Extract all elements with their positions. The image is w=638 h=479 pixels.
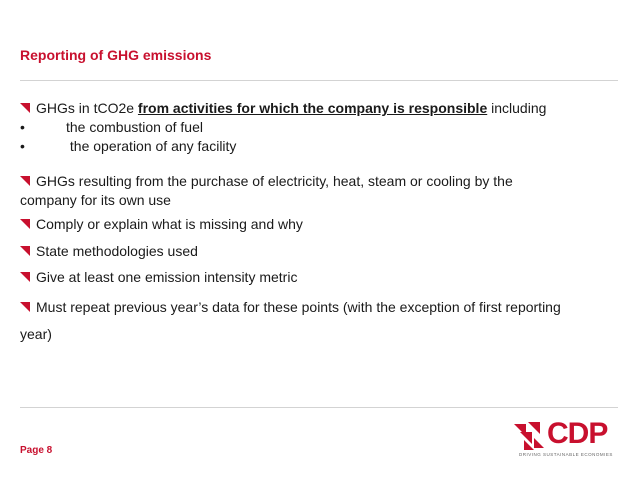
- sub-bullet-2-text: the operation of any facility: [66, 138, 237, 154]
- sub-bullet-1: [20, 118, 203, 136]
- bullet-item-3: [20, 215, 303, 233]
- item1-emphasis: from activities for which the company is responsible: [137, 100, 488, 116]
- sub-bullet-1-text: the combustion of fuel: [66, 119, 203, 135]
- slide-title: Reporting of GHG emissions: [20, 47, 212, 63]
- bullet-item-5: [20, 268, 297, 286]
- item1-suffix: including: [487, 100, 547, 116]
- bullet-item-2: [20, 172, 513, 190]
- sub-bullet-symbol: •: [20, 138, 25, 154]
- bullet-item-1: [20, 99, 546, 117]
- item1-prefix: GHGs in tCO2e: [36, 100, 138, 116]
- red-flag-bullet-icon: [20, 219, 30, 229]
- red-flag-bullet-icon: [20, 176, 30, 186]
- red-flag-bullet-icon: [20, 302, 30, 312]
- red-flag-bullet-icon: [20, 246, 30, 256]
- item5-text: Give at least one emission intensity metric: [36, 269, 298, 285]
- bullet-item-2-cont: company for its own use: [20, 192, 171, 208]
- sub-bullet-2: [20, 137, 236, 155]
- item4-text: State methodologies used: [36, 243, 198, 259]
- page-number: Page 8: [20, 445, 53, 456]
- bullet-item-6: [20, 298, 561, 316]
- red-flag-bullet-icon: [20, 272, 30, 282]
- logo-tagline: DRIVING SUSTAINABLE ECONOMIES: [519, 452, 613, 457]
- bullet-item-4: [20, 242, 198, 260]
- bullet-item-6-cont: year): [20, 326, 52, 342]
- logo-wordmark: CDP: [547, 417, 608, 450]
- sub-bullet-symbol: •: [20, 119, 25, 135]
- red-flag-bullet-icon: [20, 103, 30, 113]
- item3-text: Comply or explain what is missing and why: [36, 216, 303, 232]
- top-divider: [20, 80, 618, 81]
- bottom-divider: [20, 407, 618, 408]
- item6-line1: Must repeat previous year’s data for these points (with the exception of first reporting: [36, 299, 561, 315]
- item2-line1: GHGs resulting from the purchase of electricity, heat, steam or cooling by the: [36, 173, 513, 189]
